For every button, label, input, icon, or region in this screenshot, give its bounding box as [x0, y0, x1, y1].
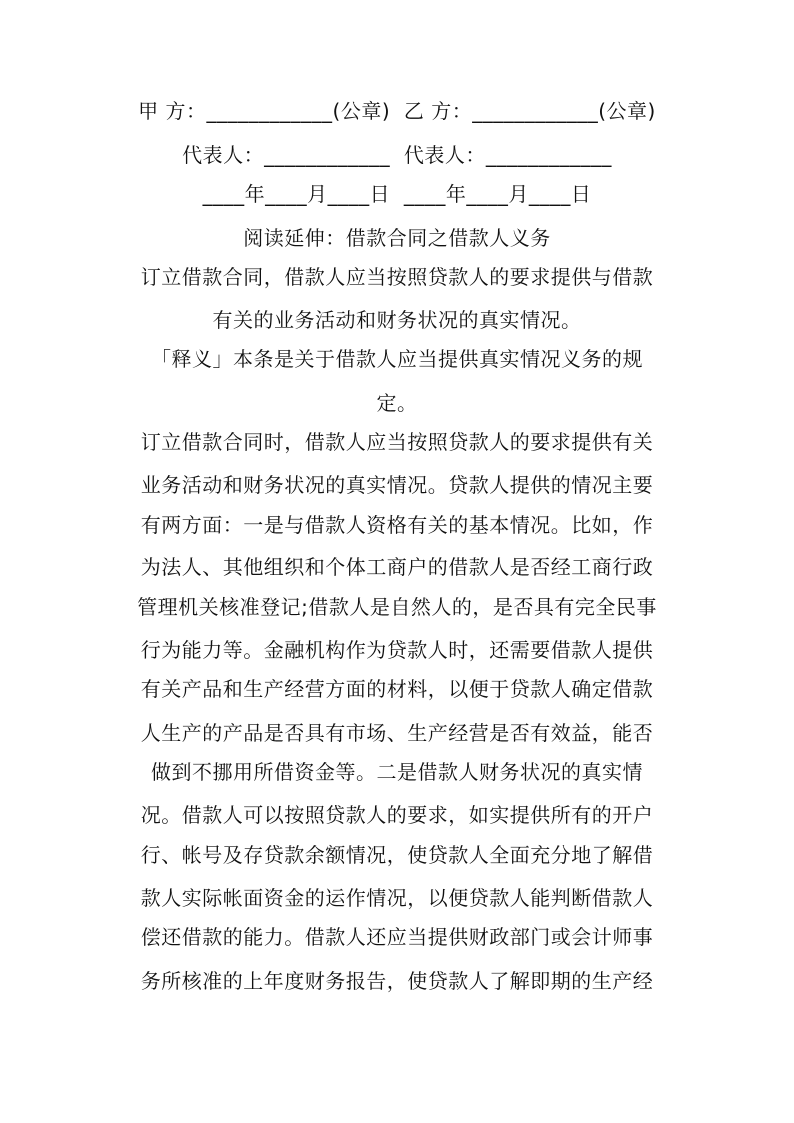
- body-line: 管理机关核准登记;借款人是自然人的，是否具有完全民事: [137, 595, 657, 619]
- representative-signature-line: 代表人：____________ 代表人：____________: [182, 143, 612, 167]
- article-heading: 阅读延伸：借款合同之借款人义务: [243, 226, 551, 250]
- body-line: 行为能力等。金融机构作为贷款人时，还需要借款人提供: [140, 638, 654, 662]
- body-line: 订立借款合同时，借款人应当按照贷款人的要求提供有关: [140, 430, 654, 454]
- signature-date-line: ____年____月____日 ____年____月____日: [202, 182, 592, 206]
- interpretation-line: 「释义」本条是关于借款人应当提供真实情况义务的规: [151, 347, 643, 371]
- body-line: 做到不挪用所借资金等。二是借款人财务状况的真实情: [151, 760, 643, 784]
- interpretation-line: 定。: [376, 391, 418, 415]
- body-line: 况。借款人可以按照贷款人的要求，如实提供所有的开户: [140, 803, 654, 827]
- body-line: 行、帐号及存贷款余额情况，使贷款人全面充分地了解借: [140, 843, 654, 867]
- clause-line: 订立借款合同，借款人应当按照贷款人的要求提供与借款: [140, 265, 654, 289]
- body-line: 业务活动和财务状况的真实情况。贷款人提供的情况主要: [140, 473, 654, 497]
- body-line: 款人实际帐面资金的运作情况，以便贷款人能判断借款人: [140, 886, 654, 910]
- body-line: 人生产的产品是否具有市场、生产经营是否有效益，能否: [140, 721, 654, 745]
- body-line: 务所核准的上年度财务报告，使贷款人了解即期的生产经: [140, 969, 654, 993]
- clause-line: 有关的业务活动和财务状况的真实情况。: [212, 308, 582, 332]
- body-line: 为法人、其他组织和个体工商户的借款人是否经工商行政: [140, 555, 654, 579]
- body-line: 有两方面：一是与借款人资格有关的基本情况。比如，作: [140, 513, 654, 537]
- party-signature-line: 甲 方：____________(公章) 乙 方：____________(公章): [138, 99, 656, 123]
- body-line: 偿还借款的能力。借款人还应当提供财政部门或会计师事: [140, 925, 654, 949]
- body-line: 有关产品和生产经营方面的材料，以便于贷款人确定借款: [140, 677, 654, 701]
